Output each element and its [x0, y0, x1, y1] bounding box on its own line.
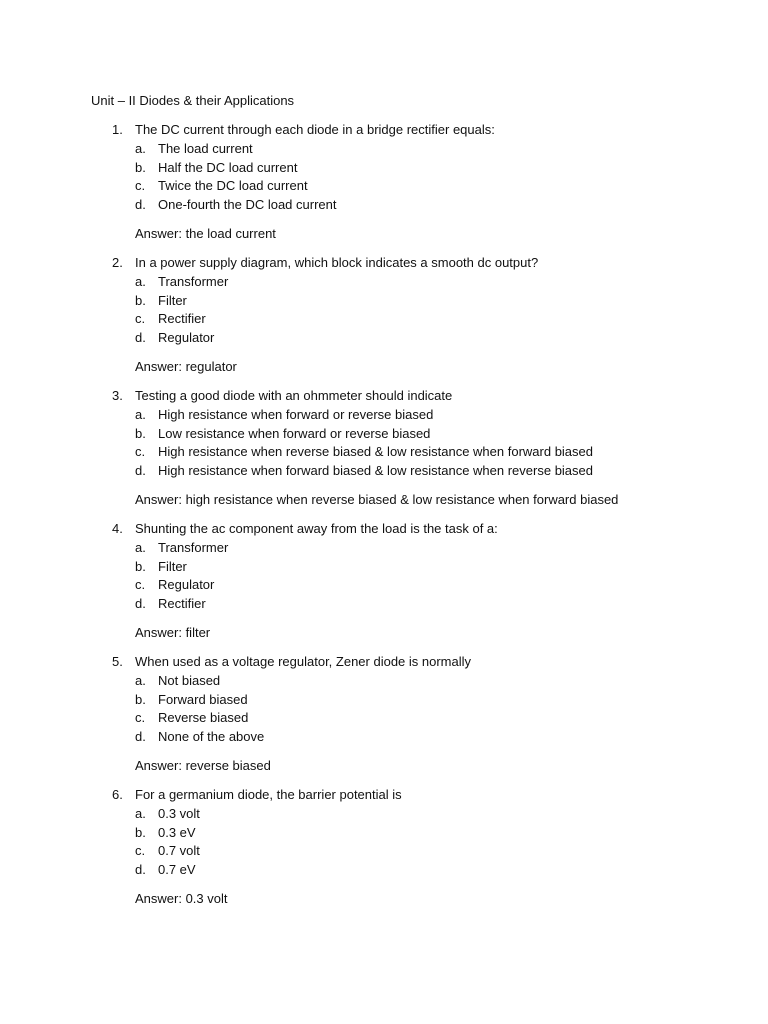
option-b — [0, 824, 768, 843]
option-letter: b. — [135, 159, 146, 175]
option-letter: b. — [135, 824, 146, 840]
option-text: Regulator — [158, 330, 215, 346]
option-letter: d. — [135, 729, 146, 745]
option-letter: b. — [135, 558, 146, 574]
option-text: Not biased — [158, 672, 221, 688]
question-text: Shunting the ac component away from the load is the task of a: — [135, 521, 498, 536]
option-a — [0, 140, 768, 159]
option-letter: b. — [135, 292, 146, 308]
option-c — [0, 443, 768, 462]
option-text: Forward biased — [158, 691, 248, 707]
answer-line — [0, 890, 768, 909]
question-stem — [0, 387, 768, 406]
option-letter: a. — [135, 539, 146, 555]
question-stem — [0, 254, 768, 273]
option-letter: c. — [135, 577, 146, 593]
option-text: One-fourth the DC load current — [158, 197, 337, 213]
option-letter: a. — [135, 273, 146, 289]
option-b — [0, 159, 768, 178]
option-letter: b. — [135, 691, 146, 707]
answer-line — [0, 225, 768, 244]
answer-text: Answer: 0.3 volt — [135, 890, 228, 906]
question-number: 2. — [112, 255, 123, 270]
question-number: 6. — [112, 787, 123, 802]
option-a — [0, 406, 768, 425]
option-text: None of the above — [158, 729, 265, 745]
option-letter: d. — [135, 862, 146, 878]
question-stem — [0, 786, 768, 805]
option-a — [0, 672, 768, 691]
option-text: Reverse biased — [158, 710, 249, 726]
option-text: Transformer — [158, 273, 229, 289]
option-c — [0, 177, 768, 196]
option-b — [0, 691, 768, 710]
option-letter: a. — [135, 805, 146, 821]
page-title: Unit – II Diodes & their Applications — [91, 93, 295, 108]
question-stem — [0, 520, 768, 539]
option-c — [0, 842, 768, 861]
option-text: Rectifier — [158, 596, 206, 612]
option-d — [0, 595, 768, 614]
option-c — [0, 576, 768, 595]
answer-line — [0, 757, 768, 776]
option-text: 0.7 eV — [158, 862, 196, 878]
option-a — [0, 805, 768, 824]
question-1 — [0, 121, 768, 244]
question-number: 3. — [112, 388, 123, 403]
answer-line — [0, 624, 768, 643]
option-text: High resistance when forward or reverse biased — [158, 406, 434, 422]
question-2 — [0, 254, 768, 377]
option-text: Half the DC load current — [158, 159, 298, 175]
question-text: In a power supply diagram, which block indicates a smooth dc output? — [135, 255, 539, 270]
option-letter: c. — [135, 311, 146, 327]
question-text: The DC current through each diode in a bridge rectifier equals: — [135, 122, 495, 137]
option-d — [0, 196, 768, 215]
option-text: High resistance when reverse biased & low resistance when forward biased — [158, 444, 593, 460]
option-text: Transformer — [158, 539, 229, 555]
question-text: When used as a voltage regulator, Zener diode is normally — [135, 654, 472, 669]
answer-line — [0, 358, 768, 377]
option-text: High resistance when forward biased & low resistance when reverse biased — [158, 463, 593, 479]
answer-line — [0, 491, 768, 510]
option-letter: a. — [135, 406, 146, 422]
option-b — [0, 558, 768, 577]
question-text: Testing a good diode with an ohmmeter should indicate — [135, 388, 453, 403]
option-text: Regulator — [158, 577, 215, 593]
answer-text: Answer: the load current — [135, 225, 276, 241]
option-d — [0, 728, 768, 747]
option-text: 0.3 volt — [158, 805, 200, 821]
option-letter: d. — [135, 463, 146, 479]
option-letter: c. — [135, 444, 146, 460]
option-text: Rectifier — [158, 311, 206, 327]
option-d — [0, 329, 768, 348]
option-text: Low resistance when forward or reverse biased — [158, 425, 431, 441]
option-letter: c. — [135, 843, 146, 859]
option-letter: d. — [135, 330, 146, 346]
option-letter: a. — [135, 140, 146, 156]
question-6 — [0, 786, 768, 909]
option-letter: a. — [135, 672, 146, 688]
option-letter: d. — [135, 197, 146, 213]
option-text: Twice the DC load current — [158, 178, 308, 194]
option-a — [0, 539, 768, 558]
question-3 — [0, 387, 768, 510]
option-text: 0.7 volt — [158, 843, 200, 859]
option-c — [0, 709, 768, 728]
option-c — [0, 310, 768, 329]
option-b — [0, 425, 768, 444]
answer-text: Answer: high resistance when reverse biased & low resistance when forward biased — [135, 491, 619, 507]
question-4 — [0, 520, 768, 643]
option-letter: c. — [135, 178, 146, 194]
answer-text: Answer: regulator — [135, 358, 237, 374]
question-stem — [0, 653, 768, 672]
option-text: 0.3 eV — [158, 824, 196, 840]
option-b — [0, 292, 768, 311]
option-text: Filter — [158, 558, 187, 574]
question-5 — [0, 653, 768, 776]
question-text: For a germanium diode, the barrier potential is — [135, 787, 402, 802]
option-text: The load current — [158, 140, 253, 156]
option-text: Filter — [158, 292, 187, 308]
question-number: 4. — [112, 521, 123, 536]
option-letter: d. — [135, 596, 146, 612]
option-d — [0, 861, 768, 880]
answer-text: Answer: filter — [135, 624, 211, 640]
question-number: 5. — [112, 654, 123, 669]
question-stem — [0, 121, 768, 140]
option-letter: c. — [135, 710, 146, 726]
option-letter: b. — [135, 425, 146, 441]
question-number: 1. — [112, 122, 123, 137]
option-d — [0, 462, 768, 481]
option-a — [0, 273, 768, 292]
answer-text: Answer: reverse biased — [135, 757, 271, 773]
